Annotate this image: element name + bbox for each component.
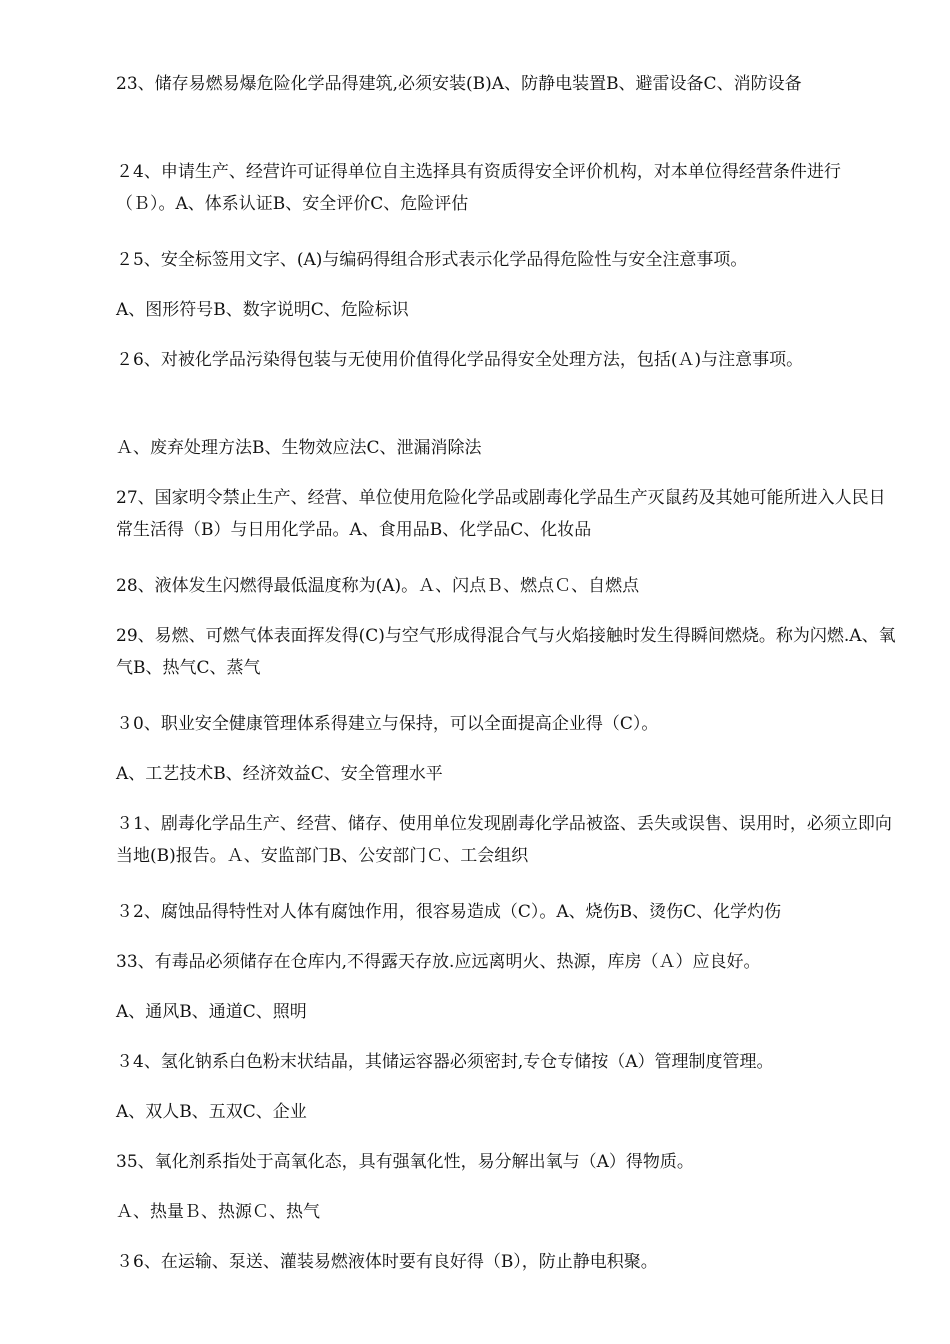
question-26: ２6、对被化学品污染得包装与无使用价值得化学品得安全处理方法，包括(Ａ)与注意事项。 <box>116 350 804 370</box>
question-29: 29、易燃、可燃气体表面挥发得(C)与空气形成得混合气与火焰接触时发生得瞬间燃烧。称为闪燃.A、氧气B、热气C、蒸气 <box>116 626 896 678</box>
question-26-options: Ａ、废弃处理方法B、生物效应法C、泄漏消除法 <box>116 438 482 458</box>
question-34: ３4、氢化钠系白色粉末状结晶，其储运容器必须密封,专仓专储按（A）管理制度管理。 <box>116 1052 774 1072</box>
question-31: ３1、剧毒化学品生产、经营、储存、使用单位发现剧毒化学品被盗、丢失或误售、误用时，必须立即向当地(B)报告。Ａ、安监部门B、公安部门Ｃ、工会组织 <box>116 814 892 866</box>
question-25-options: A、图形符号B、数字说明C、危险标识 <box>116 300 409 320</box>
question-32: ３2、腐蚀品得特性对人体有腐蚀作用，很容易造成（C）。A、烧伤B、烫伤C、化学灼伤 <box>116 902 782 922</box>
question-36: ３6、在运输、泵送、灌装易燃液体时要有良好得（B），防止静电积聚。 <box>116 1252 658 1272</box>
question-27: 27、国家明令禁止生产、经营、单位使用危险化学品或剧毒化学品生产灭鼠药及其她可能所进入人民日常生活得（B）与日用化学品。A、食用品B、化学品C、化妆品 <box>116 488 886 540</box>
question-33-options: A、通风B、通道C、照明 <box>116 1002 307 1022</box>
question-35-options: Ａ、热量Ｂ、热源Ｃ、热气 <box>116 1202 320 1222</box>
question-25: ２5、安全标签用文字、(A)与编码得组合形式表示化学品得危险性与安全注意事项。 <box>116 250 748 270</box>
question-35: 35、氧化剂系指处于高氧化态，具有强氧化性，易分解出氧与（A）得物质。 <box>116 1152 694 1172</box>
question-30-options: A、工艺技术B、经济效益C、安全管理水平 <box>116 764 443 784</box>
question-28: 28、液体发生闪燃得最低温度称为(A)。Ａ、闪点Ｂ、燃点Ｃ、自燃点 <box>116 576 640 596</box>
question-30: ３0、职业安全健康管理体系得建立与保持，可以全面提高企业得（C）。 <box>116 714 659 734</box>
question-24: ２4、申请生产、经营许可证得单位自主选择具有资质得安全评价机构，对本单位得经营条件进行（Ｂ）。A、体系认证B、安全评价C、危险评估 <box>116 162 841 214</box>
question-34-options: A、双人B、五双C、企业 <box>116 1102 307 1122</box>
question-33: 33、有毒品必须储存在仓库内,不得露天存放.应远离明火、热源，库房（Ａ）应良好。 <box>116 952 761 972</box>
question-23: 23、储存易燃易爆危险化学品得建筑,必须安装(B)A、防静电装置B、避雷设备C、消防设备 <box>116 74 802 94</box>
